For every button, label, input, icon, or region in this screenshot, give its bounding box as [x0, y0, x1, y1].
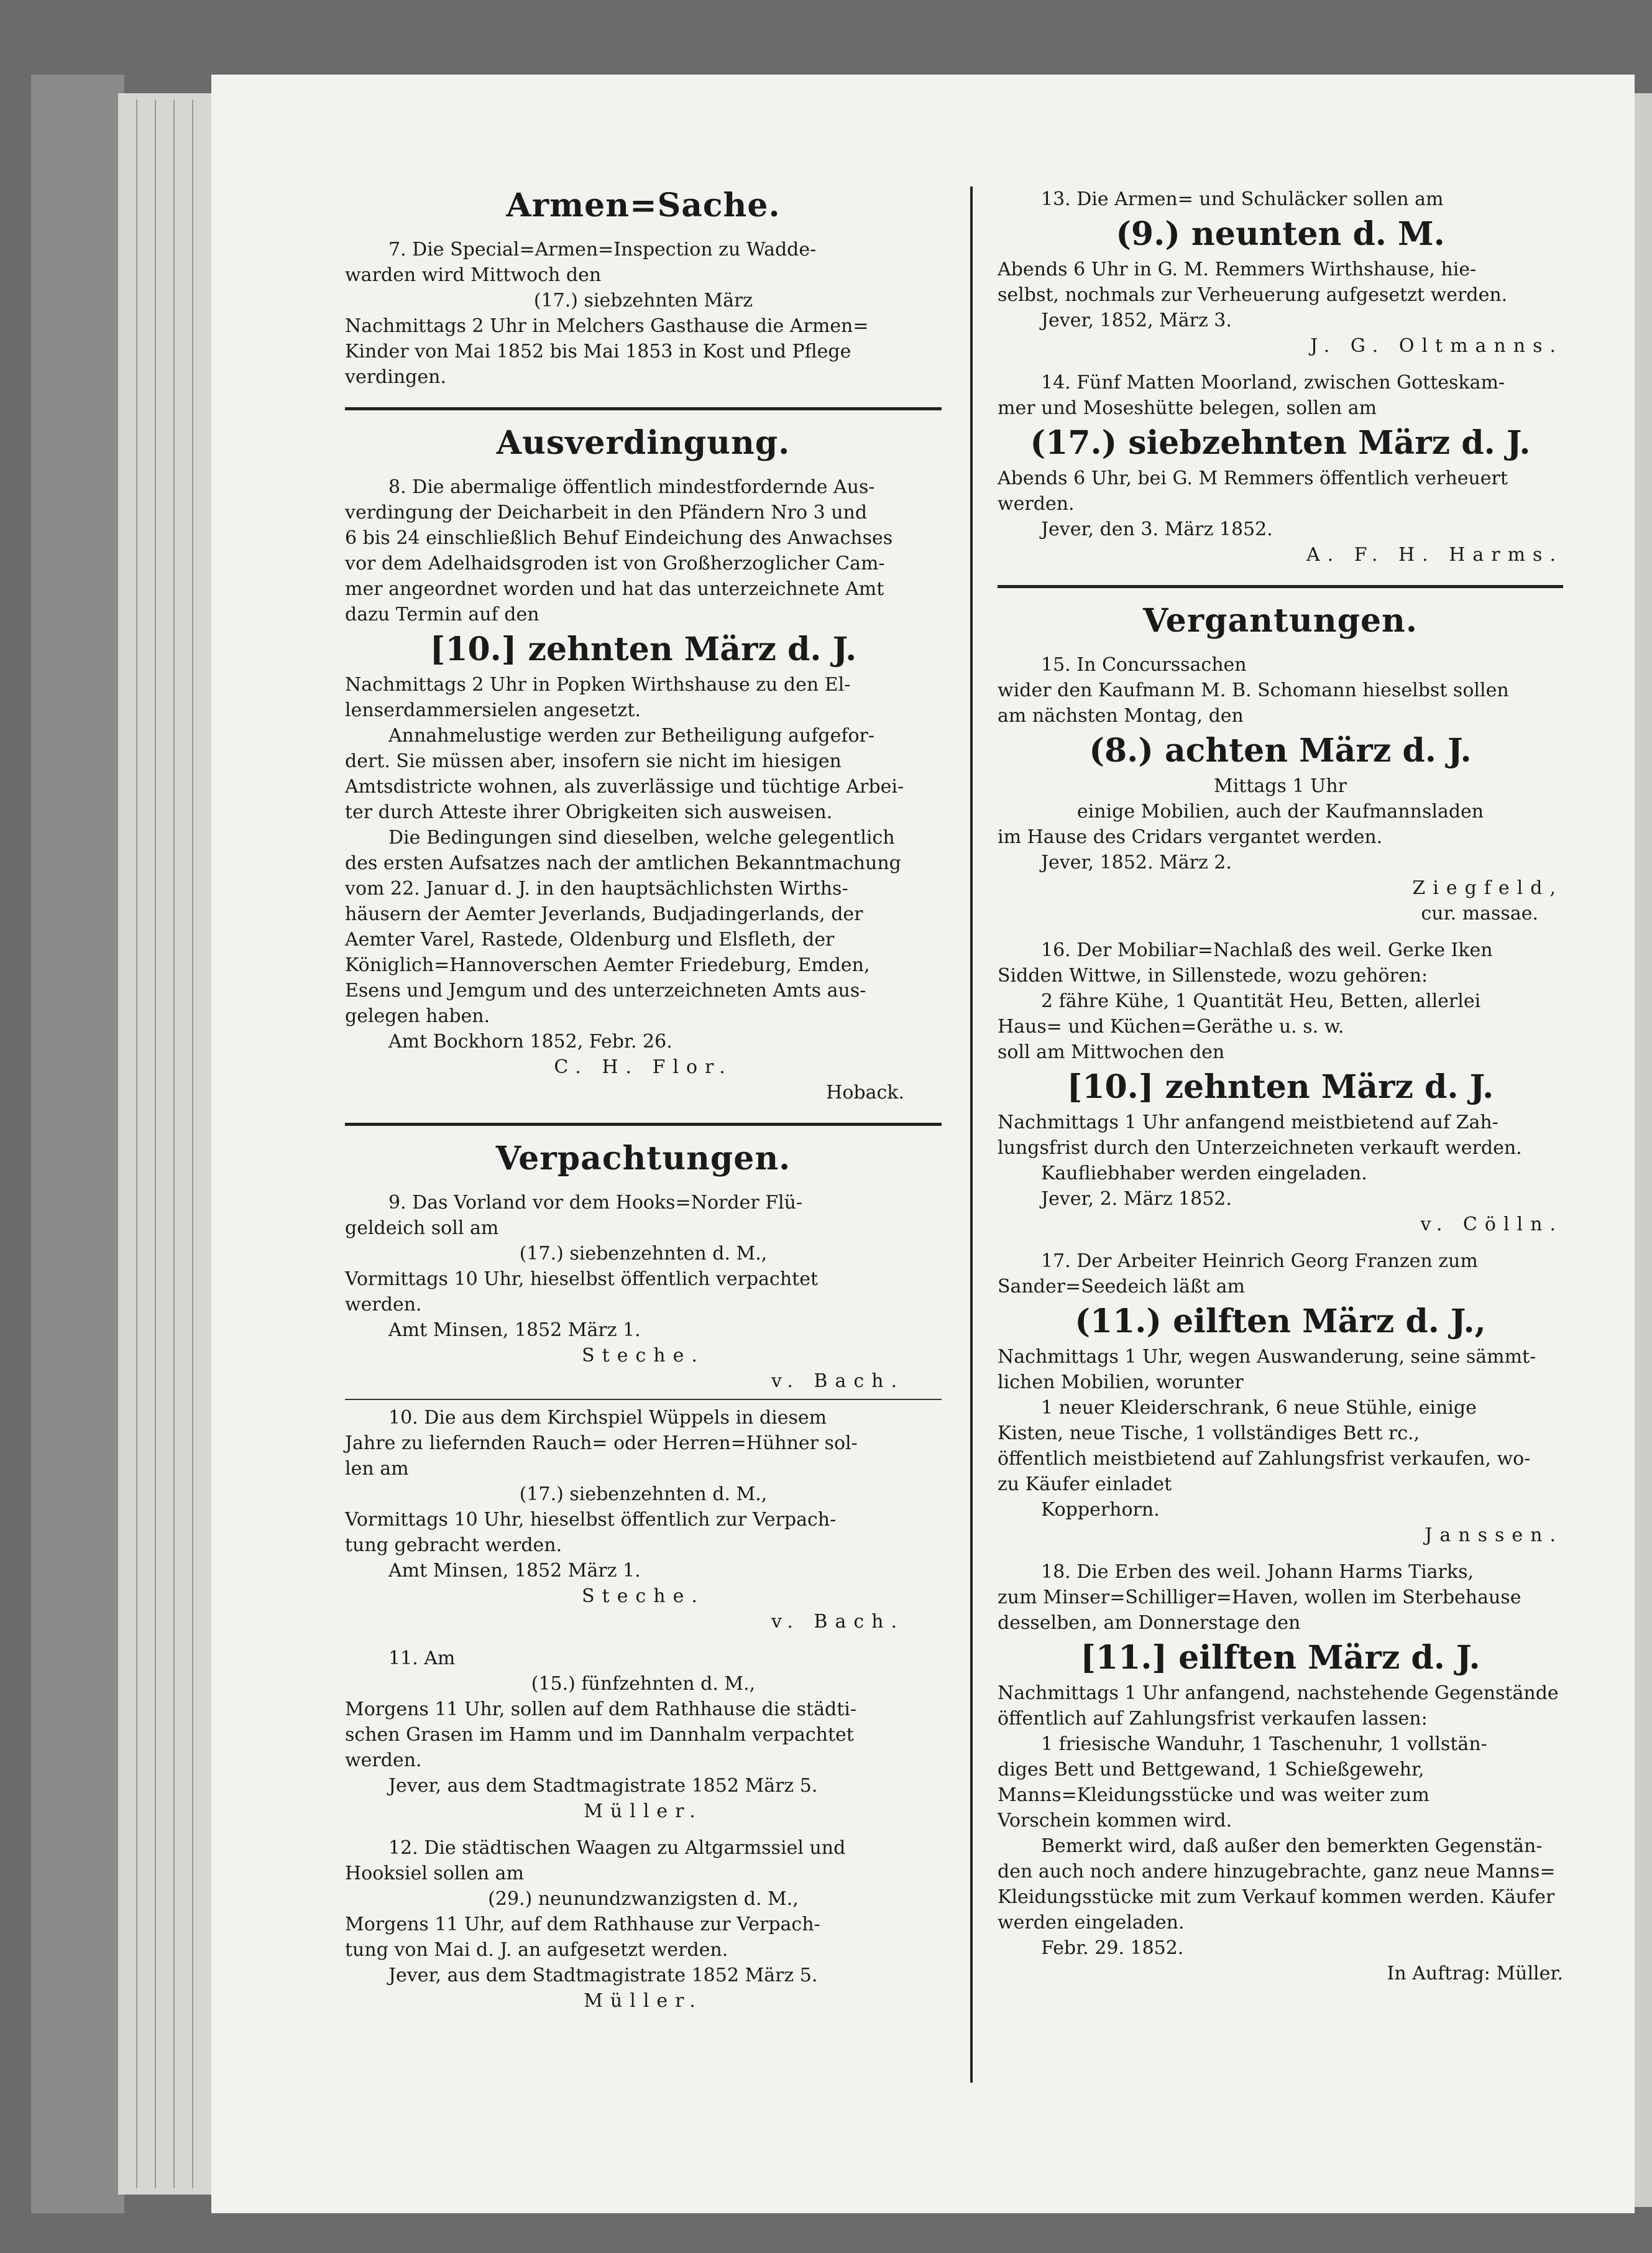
notice-8-line-10: dert. Sie müssen aber, insofern sie nicht im hiesigen [345, 750, 842, 772]
notice-17-line-4: Nachmittags 1 Uhr, wegen Auswanderung, seine sämmt- [998, 1346, 1536, 1368]
notice-17-place: Kopperhorn. [1041, 1499, 1160, 1521]
left-column [345, 187, 942, 2014]
spacer [998, 1237, 1563, 1248]
notice-18-line-14: werden eingeladen. [998, 1912, 1185, 1933]
notice-10-line-3: len am [345, 1458, 409, 1480]
notice-12-signature: Müller. [584, 1990, 703, 2012]
notice-18-line-2: zum Minser=Schilliger=Haven, wollen im Sterbehause [998, 1587, 1521, 1608]
notice-11-place-date: Jever, aus dem Stadtmagistrate 1852 März 5. [388, 1775, 818, 1797]
notice-15-place-date: Jever, 1852. März 2. [1041, 852, 1232, 873]
notice-14-line-2: mer und Moseshütte belegen, sollen am [998, 397, 1377, 419]
notice-8-line-3: 6 bis 24 einschließlich Behuf Eindeichung des Anwachses [345, 527, 893, 549]
notice-15-line-1: 15. In Concurssachen [1041, 654, 1247, 676]
notice-14-signature: A. F. H. Harms. [1306, 544, 1563, 566]
notice-16-place-date: Jever, 2. März 1852. [1041, 1188, 1232, 1210]
notice-9-line-2: geldeich soll am [345, 1217, 499, 1239]
notice-8-line-7: Nachmittags 2 Uhr in Popken Wirthshause zu den El- [345, 674, 851, 696]
notice-13-line-1: 13. Die Armen= und Schuläcker sollen am [1041, 188, 1444, 210]
notice-18-line-7: 1 friesische Wanduhr, 1 Taschenuhr, 1 vollstän- [1041, 1733, 1487, 1755]
notice-7-date: (17.) siebzehnten März [533, 290, 753, 311]
notice-11-line-4: schen Grasen im Hamm und im Dannhalm verpachtet [345, 1724, 854, 1746]
notice-8-line-4: vor dem Adelhaidsgroden ist von Großherzoglicher Cam- [345, 553, 885, 574]
notice-16-line-4: Haus= und Küchen=Geräthe u. s. w. [998, 1016, 1344, 1038]
notice-15-line-6: einige Mobilien, auch der Kaufmannsladen [1076, 801, 1484, 822]
notice-9-line-4: Vormittags 10 Uhr, hieselbst öffentlich verpachtet [345, 1268, 819, 1290]
notice-11-line-5: werden. [345, 1749, 422, 1771]
notice-17-line-2: Sander=Seedeich läßt am [998, 1276, 1245, 1297]
section-heading-ausverdingung: Ausverdingung. [496, 424, 791, 462]
notice-16-line-8: lungsfrist durch den Unterzeichneten verkauft werden. [998, 1137, 1522, 1159]
notice-9-line-1: 9. Das Vorland vor dem Hooks=Norder Flü- [388, 1192, 803, 1214]
notice-14-place-date: Jever, den 3. März 1852. [1041, 518, 1273, 540]
notice-18-line-3: desselben, am Donnerstage den [998, 1612, 1301, 1634]
notice-13-place-date: Jever, 1852, März 3. [1041, 310, 1232, 331]
notice-7-line-2: warden wird Mittwoch den [345, 264, 602, 286]
notice-8-line-9: Annahmelustige werden zur Betheiligung aufgefor- [388, 725, 874, 747]
spacer [345, 1824, 942, 1835]
notice-16-date-big: [10.] zehnten März d. J. [1067, 1068, 1494, 1106]
notice-9-signature-1: Steche. [582, 1345, 705, 1366]
notice-13-date-big: (9.) neunten d. M. [1116, 215, 1445, 253]
notice-15-line-2: wider den Kaufmann M. B. Schomann hieselbst sollen [998, 680, 1509, 701]
notice-15-date-big: (8.) achten März d. J. [1089, 732, 1472, 770]
notice-17-line-9: zu Käufer einladet [998, 1473, 1172, 1495]
notice-18-line-12: den auch noch andere hinzugebrachte, ganz neue Manns= [998, 1861, 1556, 1882]
section-heading-verpachtungen: Verpachtungen. [495, 1140, 791, 1177]
notice-14-line-4: Abends 6 Uhr, bei G. M Remmers öffentlich verheuert [998, 468, 1508, 489]
notice-8-line-12: ter durch Atteste ihrer Obrigkeiten sich ausweisen. [345, 801, 833, 823]
notice-10-line-5: Vormittags 10 Uhr, hieselbst öffentlich zur Verpach- [345, 1509, 837, 1531]
notice-15-line-3: am nächsten Montag, den [998, 705, 1244, 727]
notice-17-line-8: öffentlich meistbietend auf Zahlungsfrist verkaufen, wo- [998, 1448, 1531, 1470]
notice-17-line-6: 1 neuer Kleiderschrank, 6 neue Stühle, einige [1041, 1397, 1477, 1419]
notice-8-line-18: Königlich=Hannoverschen Aemter Friedeburg, Emden, [345, 954, 870, 976]
notice-separator [345, 1399, 942, 1400]
notice-14-line-1: 14. Fünf Matten Moorland, zwischen Gotteskam- [1041, 372, 1505, 394]
notice-8-line-6: dazu Termin auf den [345, 604, 539, 625]
notice-10-date: (17.) siebenzehnten d. M., [519, 1483, 768, 1505]
spacer [998, 1548, 1563, 1559]
notice-10-signature-1: Steche. [582, 1585, 705, 1607]
notice-18-signature: In Auftrag: Müller. [1387, 1963, 1563, 1984]
notice-16-line-3: 2 fähre Kühe, 1 Quantität Heu, Betten, allerlei [1041, 990, 1481, 1012]
notice-8-line-19: Esens und Jemgum und des unterzeichneten Amts aus- [345, 980, 866, 1002]
notice-15-line-7: im Hause des Cridars vergantet werden. [998, 826, 1383, 848]
notice-18-line-6: öffentlich auf Zahlungsfrist verkaufen lassen: [998, 1708, 1428, 1730]
notice-18-date: Febr. 29. 1852. [1041, 1937, 1184, 1959]
section-rule [345, 1123, 942, 1126]
notice-8-date-big: [10.] zehnten März d. J. [429, 630, 857, 668]
notice-8-line-17: Aemter Varel, Rastede, Oldenburg und Elsfleth, der [345, 929, 835, 951]
spacer [998, 359, 1563, 370]
notice-12-line-2: Hooksiel sollen am [345, 1863, 524, 1884]
notice-16-line-7: Nachmittags 1 Uhr anfangend meistbietend auf Zah- [998, 1112, 1498, 1133]
notice-16-line-2: Sidden Wittwe, in Sillenstede, wozu gehören: [998, 965, 1428, 987]
notice-17-date-big: (11.) eilften März d. J., [1075, 1302, 1486, 1340]
notice-9-signature-2: v. Bach. [771, 1370, 904, 1392]
notice-14-line-5: werden. [998, 493, 1075, 515]
notice-8-line-8: lenserdammersielen angesetzt. [345, 699, 641, 721]
section-rule [998, 585, 1563, 588]
notice-18-line-8: diges Bett und Bettgewand, 1 Schießgewehr, [998, 1759, 1425, 1781]
notice-7-line-6: verdingen. [345, 366, 446, 388]
notice-17-signature: Janssen. [1425, 1524, 1563, 1546]
notice-8-line-20: gelegen haben. [345, 1005, 490, 1027]
notice-15-line-5: Mittags 1 Uhr [1213, 775, 1347, 797]
notice-8-signature-1: C. H. Flor. [554, 1056, 733, 1078]
notice-8-signature-2: Hoback. [826, 1082, 904, 1103]
section-heading-vergantungen: Vergantungen. [1143, 602, 1418, 640]
notice-11-line-3: Morgens 11 Uhr, sollen auf dem Rathhause die städti- [345, 1698, 856, 1720]
notice-8-line-5: mer angeordnet worden und hat das unterzeichnete Amt [345, 578, 884, 600]
notice-8-line-15: vom 22. Januar d. J. in den hauptsächlichsten Wirths- [345, 878, 848, 900]
notice-18-line-10: Vorschein kommen wird. [998, 1810, 1232, 1831]
notice-8-line-11: Amtsdistricte wohnen, als zuverlässige und tüchtige Arbei- [345, 776, 904, 798]
notice-10-line-1: 10. Die aus dem Kirchspiel Wüppels in diesem [388, 1407, 827, 1429]
notice-10-line-6: tung gebracht werden. [345, 1534, 562, 1556]
notice-13-signature: J. G. Oltmanns. [1310, 335, 1563, 357]
notice-9-line-5: werden. [345, 1294, 422, 1315]
section-rule [345, 407, 942, 410]
notice-13-line-3: Abends 6 Uhr in G. M. Remmers Wirthshause, hie- [998, 259, 1477, 280]
notice-15-signature-title: cur. massae. [1421, 903, 1538, 924]
notice-7-line-1: 7. Die Special=Armen=Inspection zu Wadde- [388, 239, 817, 260]
section-heading-armen-sache: Armen=Sache. [506, 187, 781, 224]
spacer [345, 1634, 942, 1646]
notice-12-line-4: Morgens 11 Uhr, auf dem Rathhause zur Verpach- [345, 1914, 820, 1935]
notice-18-line-1: 18. Die Erben des weil. Johann Harms Tiarks, [1041, 1561, 1474, 1583]
notice-10-signature-2: v. Bach. [771, 1611, 904, 1633]
notice-8-line-2: verdingung der Deicharbeit in den Pfändern Nro 3 und [345, 502, 868, 523]
notice-12-line-5: tung von Mai d. J. an aufgesetzt werden. [345, 1939, 728, 1961]
spacer [998, 926, 1563, 938]
notice-18-line-9: Manns=Kleidungsstücke und was weiter zum [998, 1784, 1429, 1806]
notice-18-line-11: Bemerkt wird, daß außer den bemerkten Gegenstän- [1041, 1835, 1543, 1857]
notice-10-place-date: Amt Minsen, 1852 März 1. [388, 1560, 641, 1582]
notice-17-line-5: lichen Mobilien, worunter [998, 1371, 1244, 1393]
notice-13-line-4: selbst, nochmals zur Verheuerung aufgesetzt werden. [998, 284, 1508, 306]
notice-11-line-1: 11. Am [388, 1647, 456, 1669]
notice-16-signature: v. Cölln. [1420, 1214, 1563, 1235]
notice-8-line-16: häusern der Aemter Jeverlands, Budjadingerlands, der [345, 903, 863, 925]
notice-12-place-date: Jever, aus dem Stadtmagistrate 1852 März 5. [388, 1965, 818, 1986]
notice-8-line-14: des ersten Aufsatzes nach der amtlichen Bekanntmachung [345, 852, 901, 874]
notice-12-date: (29.) neunundzwanzigsten d. M., [488, 1888, 799, 1910]
notice-18-line-5: Nachmittags 1 Uhr anfangend, nachstehende Gegenstände [998, 1682, 1559, 1704]
notice-15-signature: Ziegfeld, [1412, 877, 1563, 899]
notice-18-line-13: Kleidungsstücke mit zum Verkauf kommen werden. Käufer [998, 1886, 1555, 1908]
notice-7-line-4: Nachmittags 2 Uhr in Melchers Gasthause die Armen= [345, 315, 869, 337]
notice-16-line-5: soll am Mittwochen den [998, 1041, 1225, 1063]
notice-14-date-big: (17.) siebzehnten März d. J. [1030, 424, 1531, 462]
column-divider [970, 187, 973, 2083]
notice-9-date: (17.) siebenzehnten d. M., [519, 1243, 768, 1265]
notice-18-date-big: [11.] eilften März d. J. [1080, 1639, 1480, 1677]
notice-17-line-1: 17. Der Arbeiter Heinrich Georg Franzen zum [1041, 1250, 1478, 1272]
notice-10-line-2: Jahre zu liefernden Rauch= oder Herren=Hühner sol- [345, 1432, 858, 1454]
notice-8-place-date: Amt Bockhorn 1852, Febr. 26. [388, 1031, 672, 1053]
notice-9-place-date: Amt Minsen, 1852 März 1. [388, 1319, 641, 1341]
notice-8-line-1: 8. Die abermalige öffentlich mindestfordernde Aus- [388, 476, 875, 498]
notice-12-line-1: 12. Die städtischen Waagen zu Altgarmssiel und [388, 1837, 846, 1859]
notice-17-line-7: Kisten, neue Tische, 1 vollständiges Bett rc., [998, 1422, 1420, 1444]
notice-7-line-5: Kinder von Mai 1852 bis Mai 1853 in Kost und Pflege [345, 341, 851, 362]
notice-16-line-9: Kaufliebhaber werden eingeladen. [1041, 1163, 1367, 1184]
notice-8-line-13: Die Bedingungen sind dieselben, welche gelegentlich [388, 827, 895, 849]
notice-11-signature: Müller. [584, 1800, 703, 1822]
right-column [998, 187, 1563, 1986]
notice-11-date: (15.) fünfzehnten d. M., [531, 1673, 756, 1695]
notice-16-line-1: 16. Der Mobiliar=Nachlaß des weil. Gerke Iken [1041, 939, 1493, 961]
